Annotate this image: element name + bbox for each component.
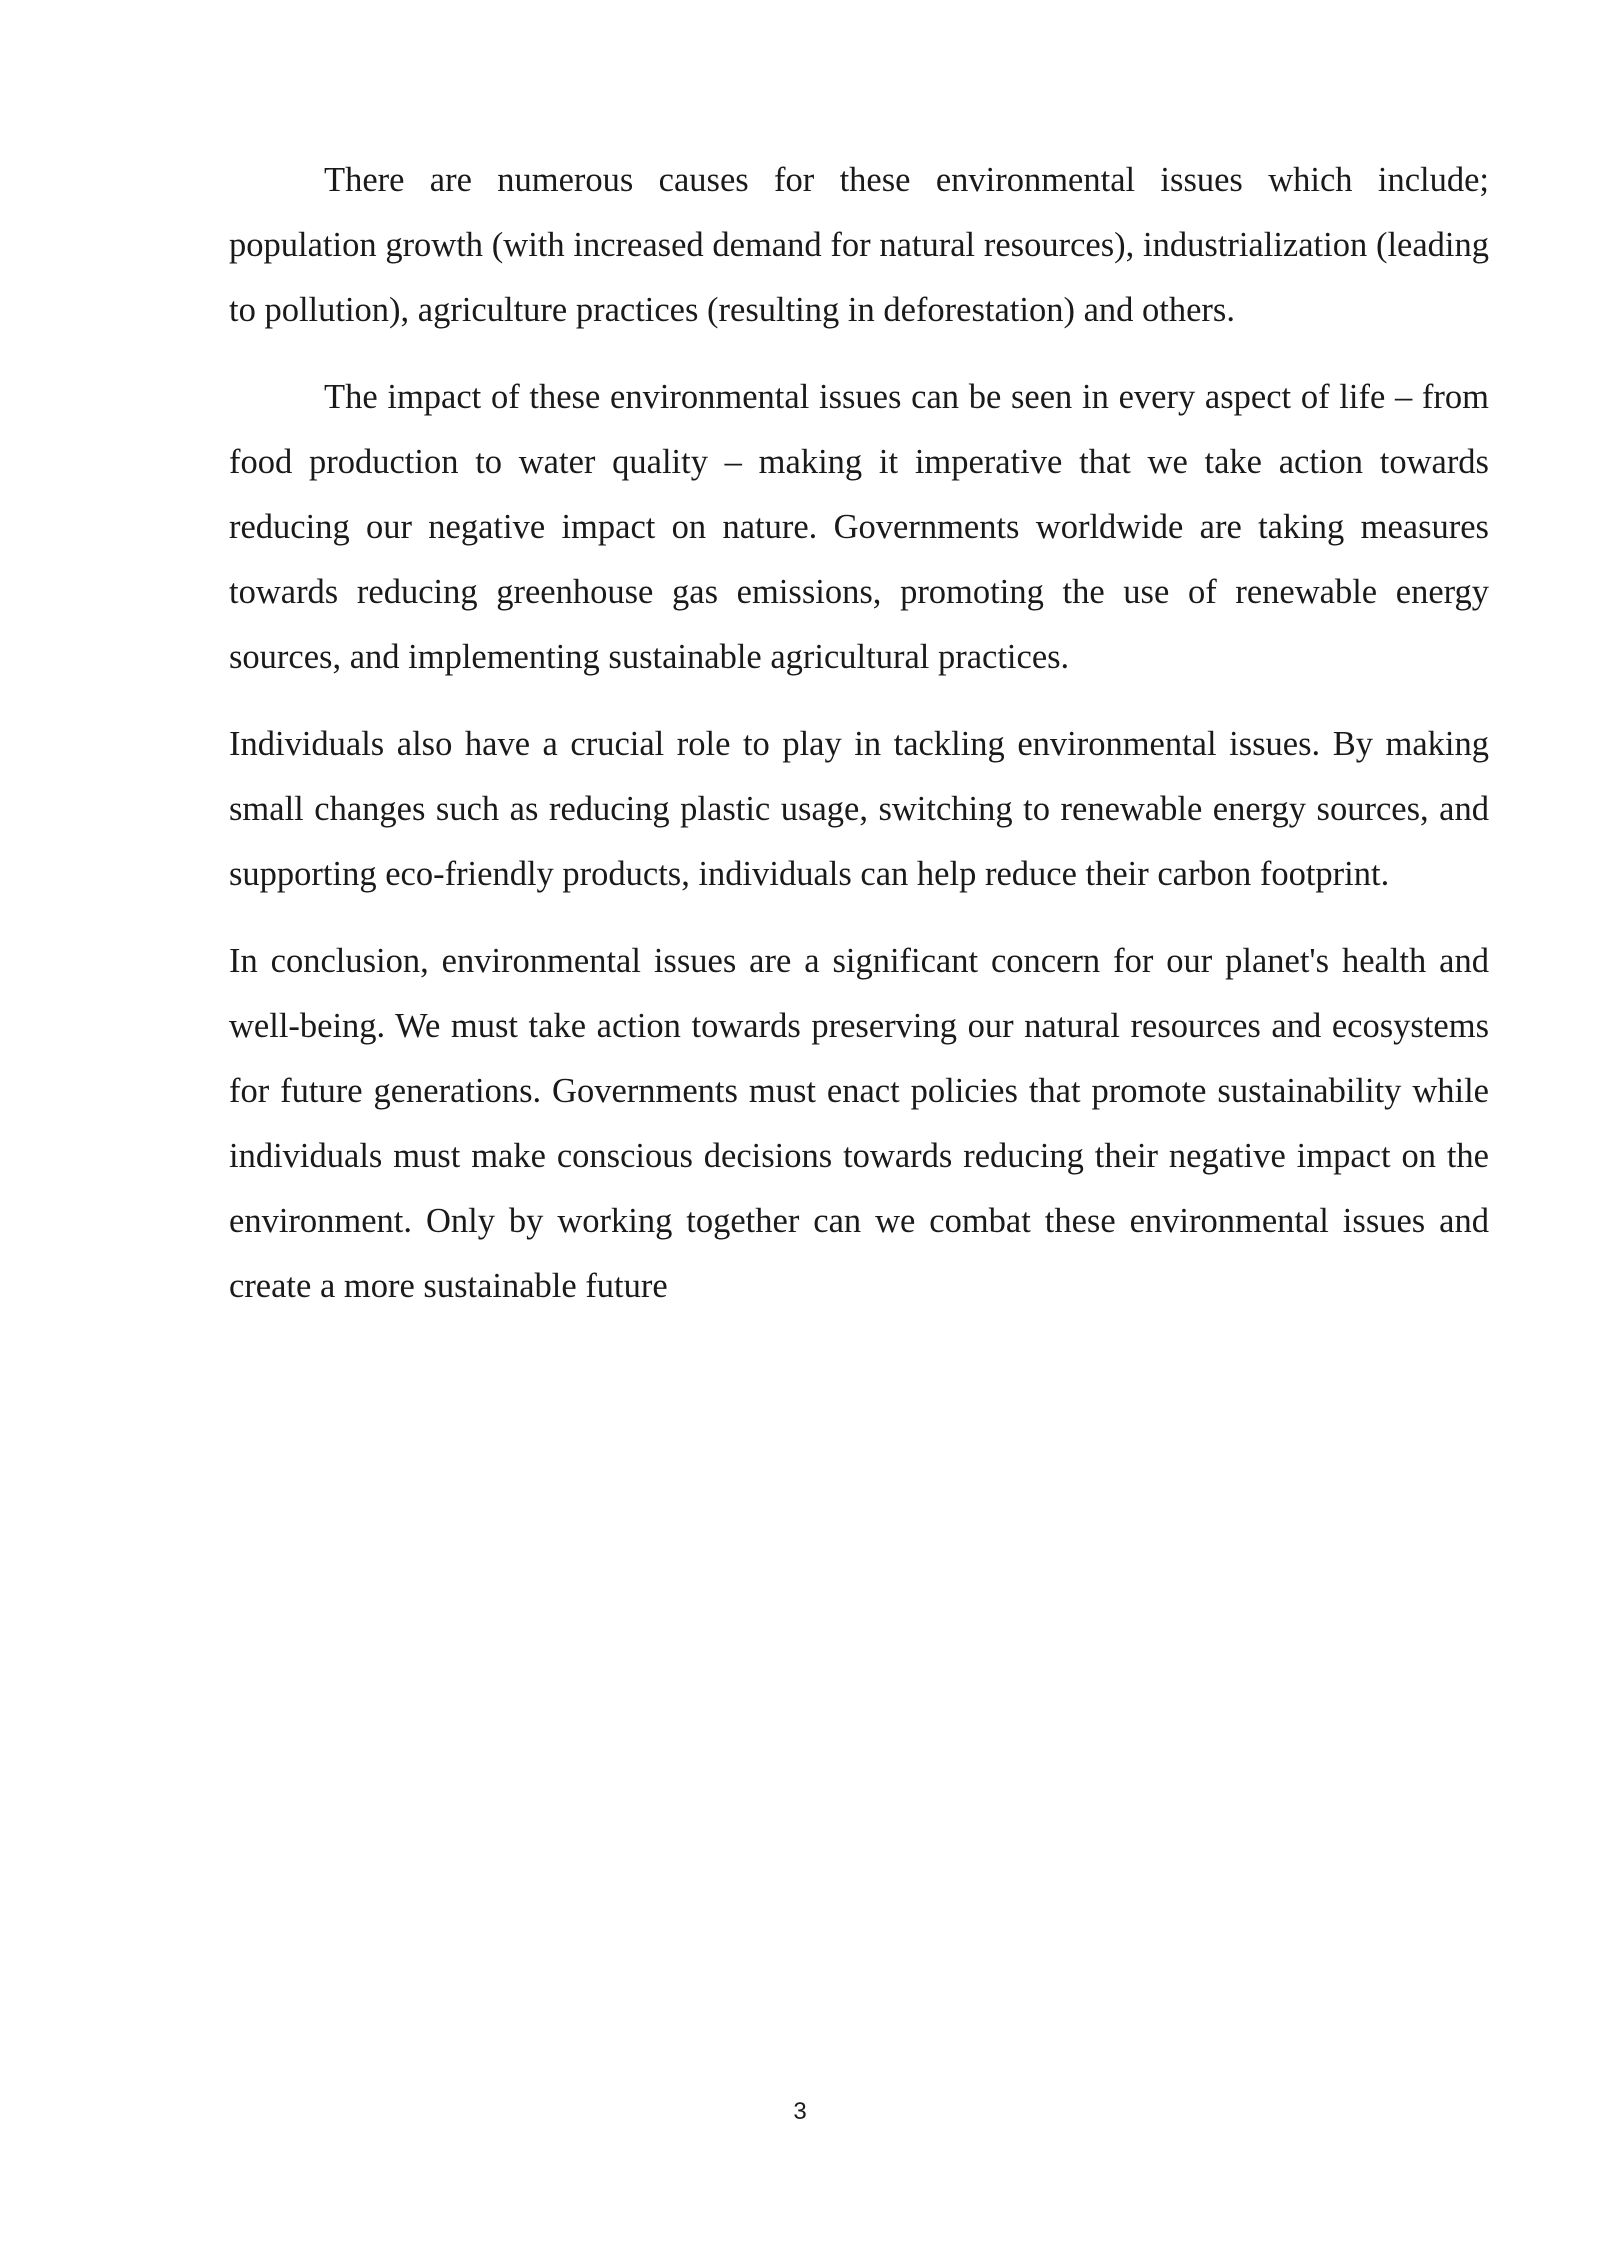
paragraph-impact: The impact of these environmental issues can be seen in every aspect of life – from food production to water quality – making it imperative that we take action towards reducing our negative impact on nature. Governments worldwide are taking measures towards reducing greenhouse gas emissions, promoting the use of renewable energy sources, and implementing sustainable agricultural practices.	[229, 378, 1489, 676]
page-number: 3	[793, 2098, 807, 2125]
paragraph-causes: There are numerous causes for these environmental issues which include; population growth (with increased demand for natural resources), industrialization (leading to pollution), agriculture practices (resulting in deforestation) and others.	[229, 161, 1489, 329]
paragraph-conclusion: In conclusion, environmental issues are a significant concern for our planet's health and well-being. We must take action towards preserving our natural resources and ecosystems for future generations. Governments must enact policies that promote sustainability while individuals must make conscious decisions towards reducing their negative impact on the environment. Only by working together can we combat these environmental issues and create a more sustainable future	[229, 942, 1489, 1305]
paragraph-individuals: Individuals also have a crucial role to play in tackling environmental issues. By making small changes such as reducing plastic usage, switching to renewable energy sources, and supporting eco-friendly products, individuals can help reduce their carbon footprint.	[229, 725, 1489, 893]
document-body	[229, 148, 1489, 1341]
